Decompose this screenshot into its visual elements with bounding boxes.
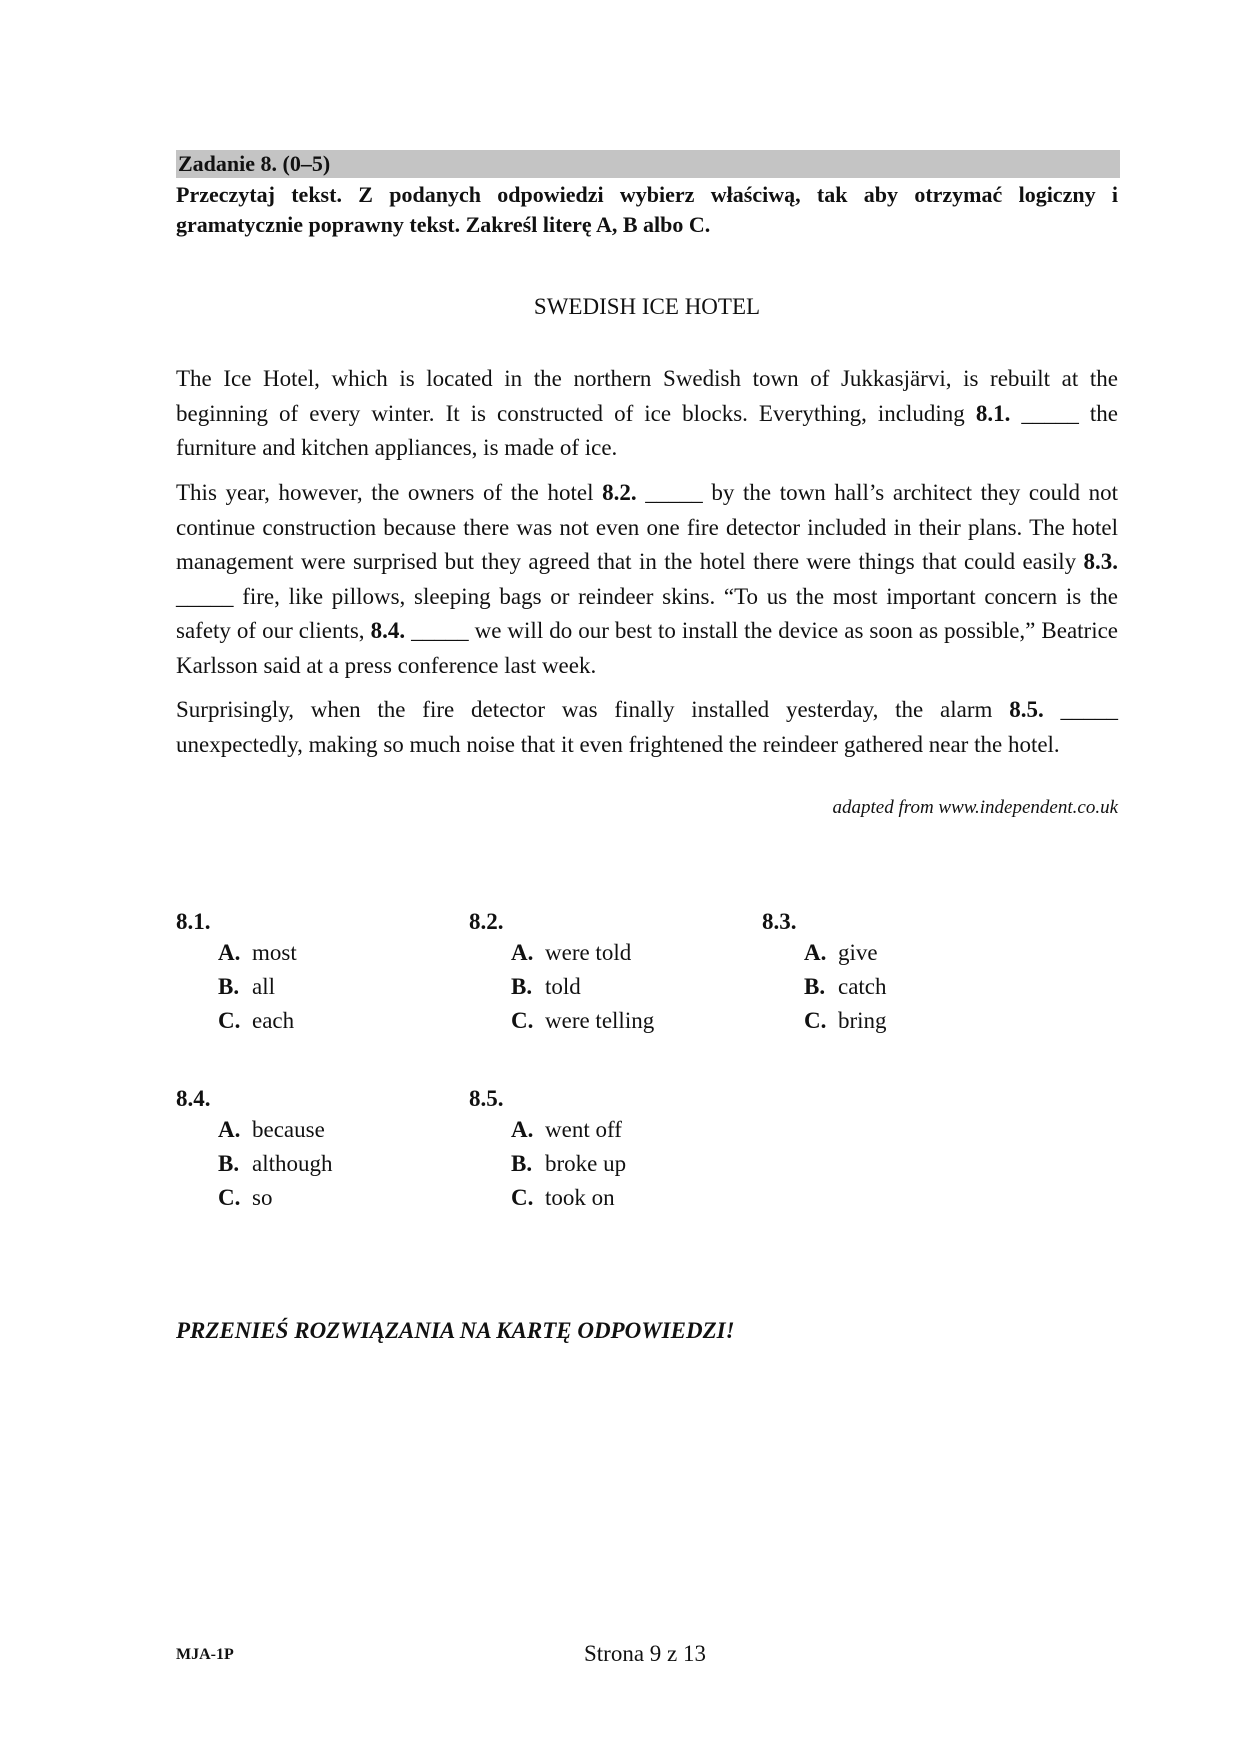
- option-text: although: [252, 1151, 333, 1176]
- option-text: so: [252, 1185, 273, 1210]
- text-title: SWEDISH ICE HOTEL: [533, 294, 761, 319]
- question-number: 8.5.: [469, 1086, 504, 1111]
- option-a[interactable]: [511, 936, 654, 970]
- option-letter: C.: [511, 1185, 534, 1210]
- paragraph-2-text-1: This year, however, the owners of the hotel: [176, 480, 594, 505]
- option-c[interactable]: [218, 1181, 333, 1215]
- option-text: were told: [545, 940, 632, 965]
- option-b[interactable]: [511, 970, 654, 1004]
- task-instruction: Przeczytaj tekst. Z podanych odpowiedzi wybierz właściwą, tak aby otrzymać logiczny i gramatycznie poprawny tekst. Zakreśl literę A, B albo C.: [176, 182, 1118, 237]
- option-letter: B.: [218, 974, 240, 999]
- question-8-1: [176, 908, 297, 1038]
- option-text: bring: [838, 1008, 887, 1033]
- option-b[interactable]: [218, 970, 297, 1004]
- page-number: Strona 9 z 13: [583, 1641, 706, 1666]
- option-letter: A.: [511, 940, 534, 965]
- option-a[interactable]: [218, 936, 297, 970]
- option-text: broke up: [545, 1151, 627, 1176]
- option-text: because: [252, 1117, 325, 1142]
- option-a[interactable]: [218, 1113, 333, 1147]
- paragraph-2-text-3: _____ fire, like pillows, sleeping bags or reindeer skins. “To us the most important concern is the safety of our clients,: [176, 583, 1118, 643]
- paragraph-1: [176, 362, 1118, 466]
- option-b[interactable]: [804, 970, 887, 1004]
- option-text: went off: [545, 1117, 622, 1142]
- option-letter: C.: [218, 1008, 241, 1033]
- gap-8-2-label: 8.2.: [602, 480, 637, 505]
- transfer-note: PRZENIEŚ ROZWIĄZANIA NA KARTĘ ODPOWIEDZI!: [176, 1318, 735, 1343]
- option-letter: C.: [511, 1008, 534, 1033]
- option-text: took on: [545, 1185, 615, 1210]
- option-b[interactable]: [511, 1147, 626, 1181]
- paragraph-2-text-4: _____ we will do our best to install the device as soon as possible,” Beatrice Karlsson said at a press conference last week.: [176, 618, 1119, 678]
- paragraph-3: [176, 693, 1118, 762]
- option-a[interactable]: [804, 936, 887, 970]
- option-text: told: [545, 974, 581, 999]
- option-c[interactable]: [804, 1004, 887, 1038]
- paragraph-3-text-2: _____ unexpectedly, making so much noise that it even frightened the reindeer gathered near the hotel.: [176, 697, 1118, 757]
- option-letter: B.: [218, 1151, 240, 1176]
- option-text: give: [838, 940, 878, 965]
- option-text: catch: [838, 974, 887, 999]
- exam-code: MJA-1P: [176, 1646, 234, 1663]
- task-header: Zadanie 8. (0–5): [176, 150, 1120, 178]
- option-letter: A.: [511, 1117, 534, 1142]
- gap-8-3-label: 8.3.: [1083, 549, 1118, 574]
- paragraph-1-text: The Ice Hotel, which is located in the northern Swedish town of Jukkasjärvi, is rebuilt at the beginning of every winter. It is constructed of ice blocks. Everything, including: [176, 366, 1118, 426]
- gap-8-4-label: 8.4.: [370, 618, 406, 643]
- option-text: most: [252, 940, 297, 965]
- option-letter: A.: [804, 940, 827, 965]
- gap-8-5-label: 8.5.: [1009, 697, 1044, 722]
- option-letter: A.: [218, 940, 241, 965]
- question-8-5: [469, 1085, 626, 1215]
- question-number: 8.3.: [762, 909, 797, 934]
- question-number: 8.1.: [176, 909, 211, 934]
- paragraph-1-text-end: _____ the furniture and kitchen appliances, is made of ice.: [176, 400, 1118, 460]
- option-text: each: [252, 1008, 295, 1033]
- question-8-4: [176, 1085, 333, 1215]
- question-8-3: [762, 908, 887, 1038]
- question-8-2: [469, 908, 654, 1038]
- option-c[interactable]: [511, 1181, 626, 1215]
- option-letter: C.: [804, 1008, 827, 1033]
- option-text: all: [252, 974, 275, 999]
- option-letter: A.: [218, 1117, 241, 1142]
- option-c[interactable]: [218, 1004, 297, 1038]
- option-c[interactable]: [511, 1004, 654, 1038]
- option-a[interactable]: [511, 1113, 626, 1147]
- option-b[interactable]: [218, 1147, 333, 1181]
- gap-8-1-label: 8.1.: [975, 400, 1011, 426]
- source-note: adapted from www.independent.co.uk: [832, 797, 1118, 818]
- paragraph-2: [176, 476, 1118, 683]
- option-letter: C.: [218, 1185, 241, 1210]
- paragraph-3-text-1: Surprisingly, when the fire detector was finally installed yesterday, the alarm: [176, 697, 993, 722]
- question-number: 8.4.: [176, 1086, 211, 1111]
- option-letter: B.: [511, 974, 533, 999]
- option-text: were telling: [545, 1008, 655, 1033]
- paragraph-2-text-2: _____ by the town hall’s architect they could not continue construction because there was not even one fire detector included in their plans. The hotel management were surprised but they agreed that in the hotel there were things that could easily: [176, 480, 1119, 574]
- question-number: 8.2.: [469, 909, 504, 934]
- option-letter: B.: [511, 1151, 533, 1176]
- option-letter: B.: [804, 974, 826, 999]
